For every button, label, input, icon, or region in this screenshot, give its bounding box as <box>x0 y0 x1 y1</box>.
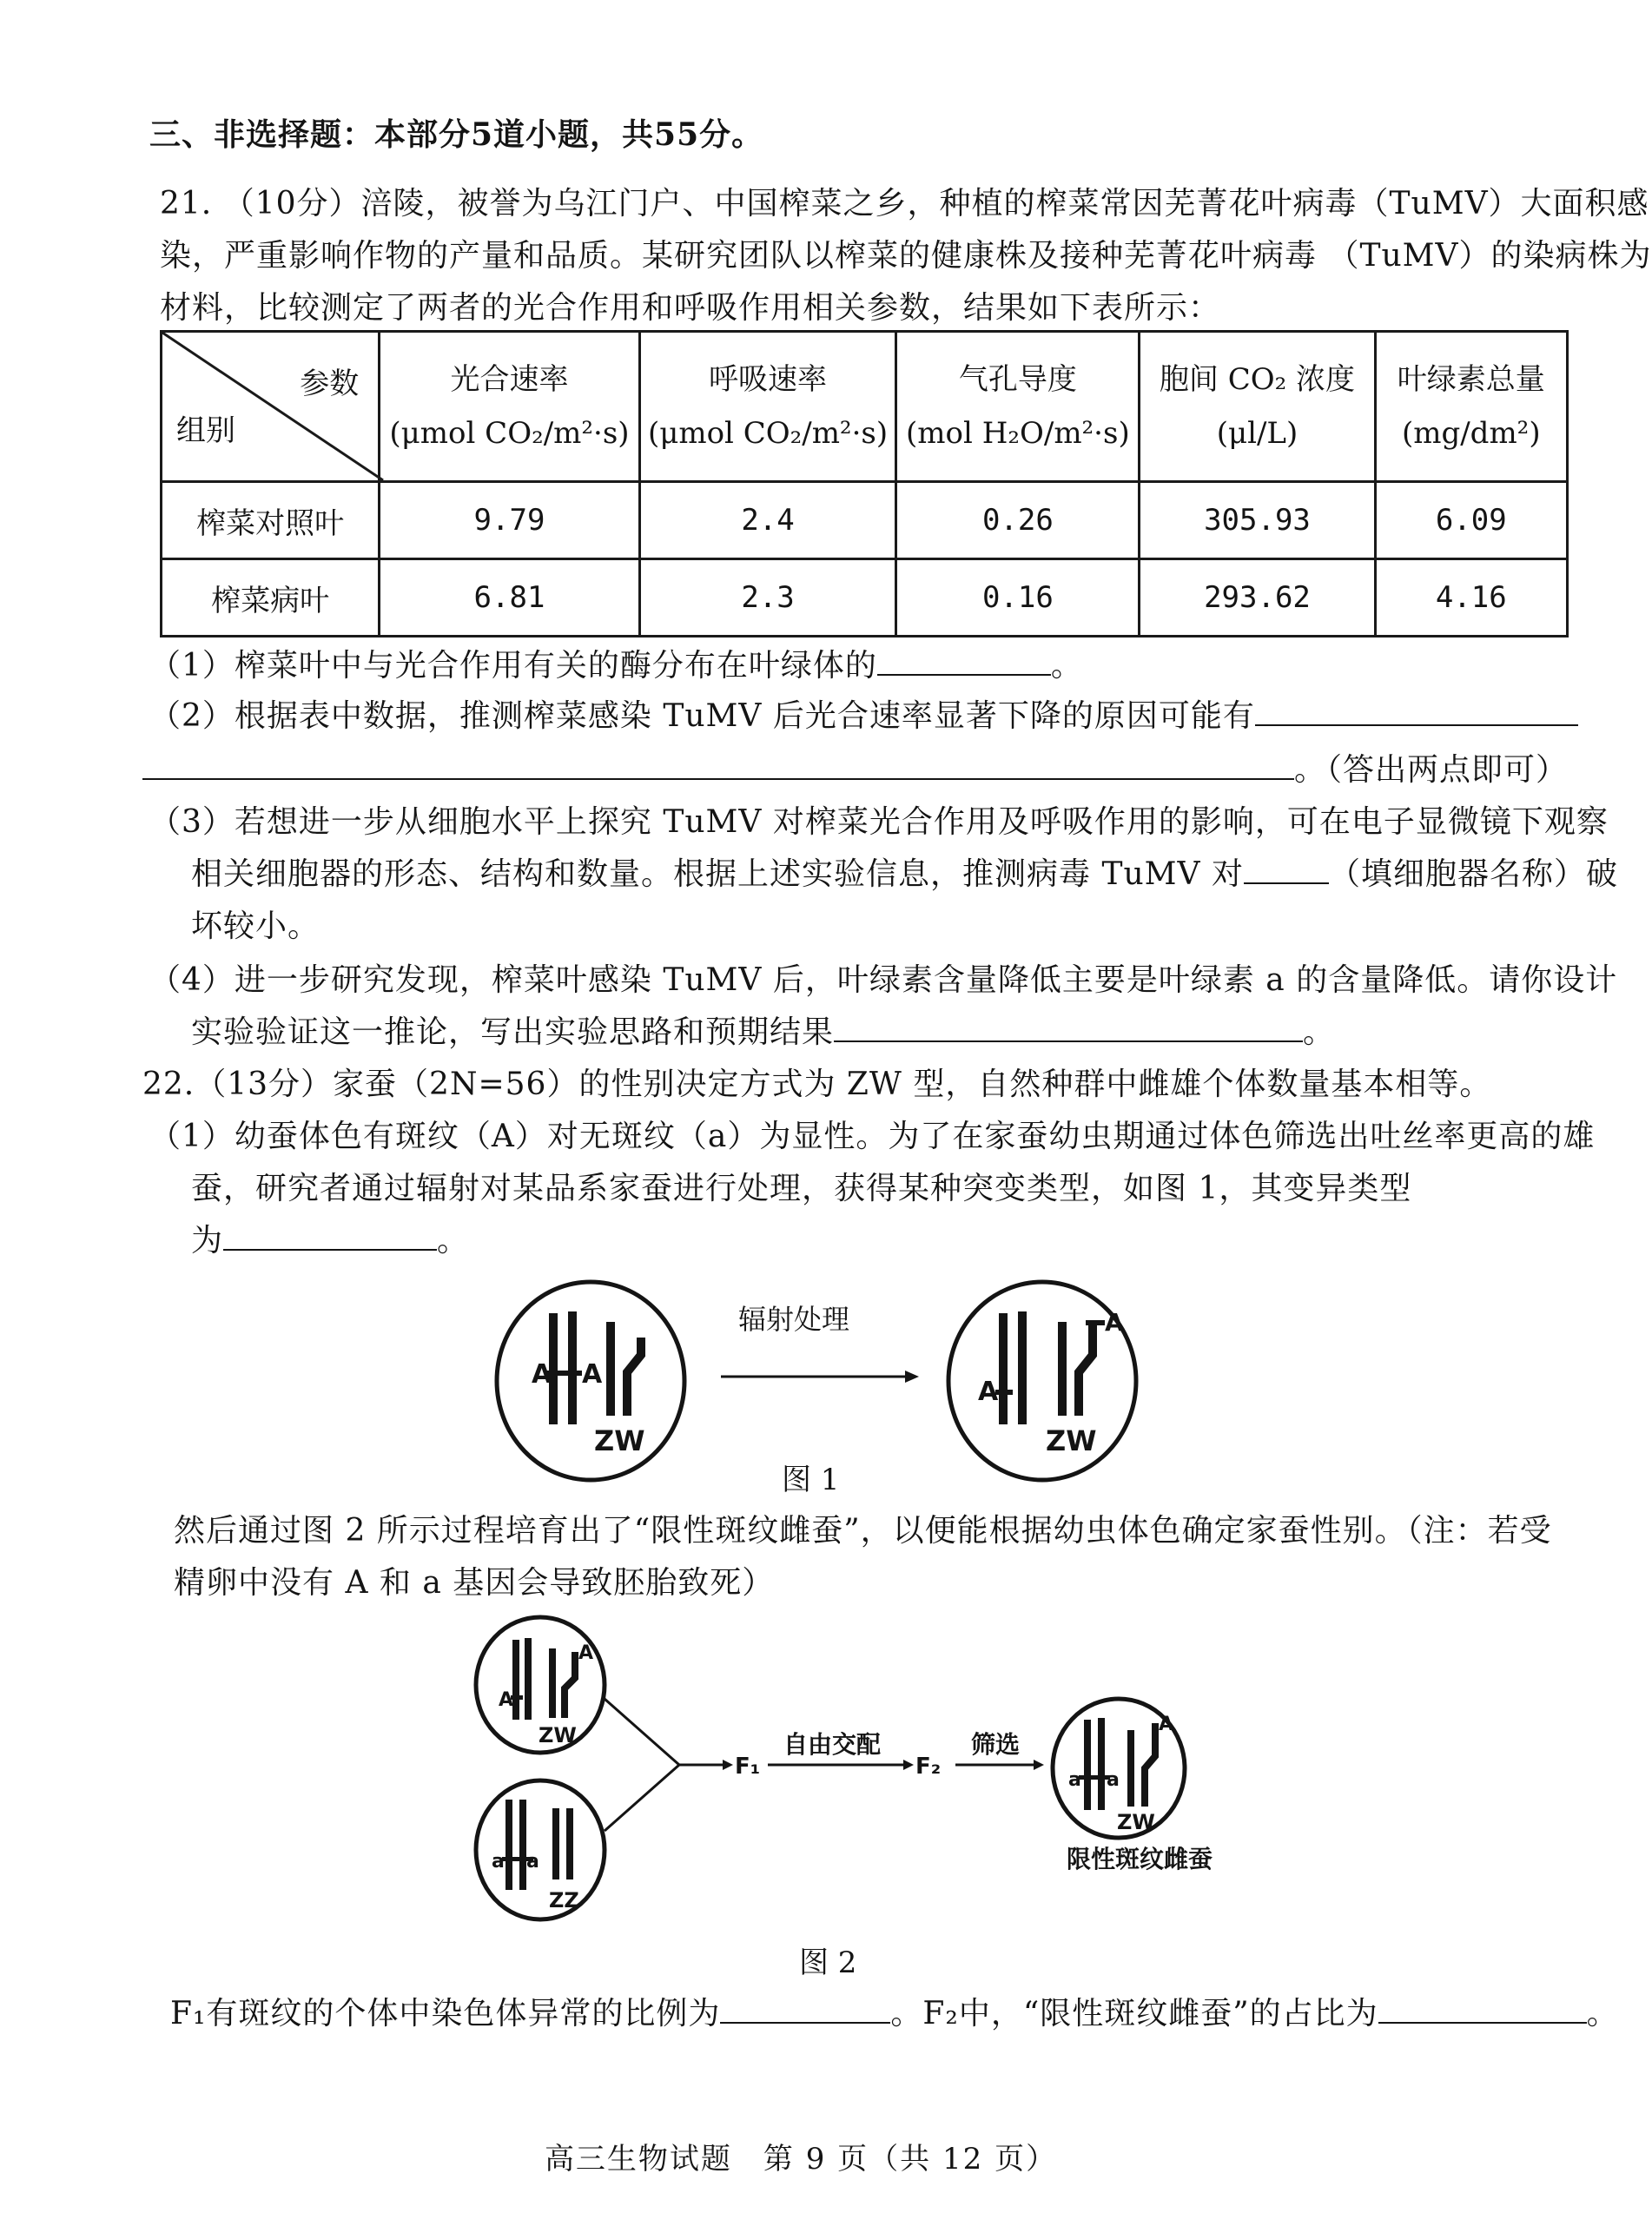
q21-part-4-line-1: （4）进一步研究发现，榨菜叶感染 TuMV 后，叶绿素含量降低主要是叶绿素 a 的含量降低。请你设计 <box>149 962 1618 998</box>
header-stomatal-conductance <box>896 332 1140 482</box>
gene-a-label-5: A <box>499 1689 514 1711</box>
table-row <box>162 482 1568 559</box>
q21-part-1-end: 。 <box>1050 648 1083 684</box>
table-cell: 4.16 <box>1375 559 1567 637</box>
q22-mid-line-2: 精卵中没有 A 和 a 基因会导致胚胎致死） <box>174 1565 775 1601</box>
q21-intro-line-1: 21. （10分）涪陵，被誉为乌江门户、中国榨菜之乡，种植的榨菜常因芜菁花叶病毒（TuMV）大面积感 <box>160 186 1649 221</box>
answer-blank[interactable] <box>720 1992 890 2024</box>
header-name: 呼吸速率 <box>709 362 828 397</box>
table-cell: 2.3 <box>639 559 896 637</box>
header-photosynthesis-rate <box>380 332 640 482</box>
header-chlorophyll-total <box>1375 332 1567 482</box>
q21-intro-line-2: 染，严重影响作物的产量和品质。某研究团队以榨菜的健康株及接种芜菁花叶病毒 （TuMV）的染病株为 <box>160 238 1652 274</box>
sex-zw-label-3: ZW <box>539 1723 577 1747</box>
screening-label: 筛选 <box>971 1730 1021 1759</box>
gene-a-lower-label-3: a <box>1068 1769 1081 1791</box>
row-label: 榨菜病叶 <box>162 559 380 637</box>
cross-line-icon <box>605 1765 679 1831</box>
f1-label: F₁ <box>735 1754 761 1780</box>
table-row <box>162 559 1568 637</box>
q21-part-2-cont <box>142 749 1568 792</box>
q21-part-2-end: 。（答出两点即可） <box>1294 752 1569 788</box>
header-unit: (μmol CO₂/m²·s) <box>389 416 630 451</box>
gene-a-label-4: A <box>1105 1308 1124 1337</box>
figure-2 <box>469 1615 1251 1928</box>
q22-last-line <box>170 1992 1619 2036</box>
gene-a-lower-label-4: a <box>1107 1769 1120 1791</box>
answer-blank[interactable] <box>1378 1992 1587 2024</box>
q21-intro-line-3: 材料，比较测定了两者的光合作用和呼吸作用相关参数，结果如下表所示： <box>160 290 1221 326</box>
section-title: 三、非选择题：本部分5道小题，共55分。 <box>149 116 764 153</box>
gene-a-label-1: A <box>532 1359 552 1390</box>
q21-part-3-line-1: （3）若想进一步从细胞水平上探究 TuMV 对榨菜光合作用及呼吸作用的影响，可在电子显微镜下观察 <box>149 804 1609 840</box>
sex-zz-label: ZZ <box>549 1888 579 1912</box>
answer-blank[interactable] <box>1255 695 1578 726</box>
header-name: 胞间 CO₂ 浓度 <box>1159 362 1356 397</box>
header-name: 叶绿素总量 <box>1397 362 1545 397</box>
figure-1-caption: 图 1 <box>782 1463 840 1497</box>
gene-a-lower-label-1: a <box>492 1851 505 1873</box>
sex-zw-label: ZW <box>594 1424 645 1457</box>
q21-part-4-end: 。 <box>1303 1014 1336 1050</box>
header-unit: (mg/dm²) <box>1401 416 1541 451</box>
table-cell: 2.4 <box>639 482 896 559</box>
corner-group-label: 组别 <box>176 413 235 448</box>
q22-part-1-end: 。 <box>437 1223 470 1258</box>
gene-a-label-3: A <box>978 1377 999 1407</box>
q22-last-text-2: 。F₂中，“限性斑纹雌蚕”的占比为 <box>890 1996 1378 2031</box>
header-name: 光合速率 <box>450 362 569 397</box>
figure-2-caption: 图 2 <box>799 1945 857 1980</box>
radiation-label: 辐射处理 <box>738 1303 850 1336</box>
sex-zw-label-4: ZW <box>1117 1810 1155 1834</box>
table-cell: 0.16 <box>896 559 1140 637</box>
q21-part-3-text: 相关细胞器的形态、结构和数量。根据上述实验信息，推测病毒 TuMV 对 <box>191 856 1244 892</box>
q22-part-1-line-3 <box>191 1219 469 1263</box>
q21-part-4-line-2 <box>191 1011 1335 1054</box>
table-cell: 9.79 <box>380 482 640 559</box>
header-intercellular-co2 <box>1140 332 1375 482</box>
table-cell: 305.93 <box>1140 482 1375 559</box>
gene-a-label-7: A <box>1159 1714 1174 1735</box>
row-label: 榨菜对照叶 <box>162 482 380 559</box>
page-footer: 高三生物试题 第 9 页（共 12 页） <box>544 2142 1058 2177</box>
q21-part-1-text: （1）榨菜叶中与光合作用有关的酶分布在叶绿体的 <box>149 648 877 684</box>
answer-blank[interactable] <box>142 749 1294 780</box>
q21-part-3-end: （填细胞器名称）破 <box>1328 856 1618 892</box>
corner-param-label: 参数 <box>300 367 360 401</box>
table-cell: 6.09 <box>1375 482 1567 559</box>
header-unit: (mol H₂O/m²·s) <box>906 416 1130 451</box>
header-unit: (μmol CO₂/m²·s) <box>647 416 889 451</box>
f2-label: F₂ <box>915 1754 942 1780</box>
q22-part-1-text: 为 <box>191 1223 224 1258</box>
answer-blank[interactable] <box>877 644 1051 676</box>
answer-blank[interactable] <box>223 1219 437 1251</box>
q21-part-3-line-3: 坏较小。 <box>191 908 320 944</box>
free-mating-label: 自由交配 <box>783 1730 882 1759</box>
result-label: 限性斑纹雌蚕 <box>1067 1845 1213 1873</box>
q22-part-1-line-1: （1）幼蚕体色有斑纹（A）对无斑纹（a）为显性。为了在家蚕幼虫期通过体色筛选出吐丝率更高的雄 <box>149 1119 1596 1154</box>
gene-a-label-2: A <box>582 1359 603 1390</box>
answer-blank[interactable] <box>1244 853 1329 884</box>
q22-part-1-line-2: 蚕，研究者通过辐射对某品系家蚕进行处理，获得某种突变类型，如图 1，其变异类型 <box>191 1171 1412 1206</box>
header-respiration-rate <box>639 332 896 482</box>
q21-part-1 <box>149 644 1083 688</box>
table-cell: 0.26 <box>896 482 1140 559</box>
table-corner-cell <box>162 332 380 482</box>
sex-zw-label-2: ZW <box>1046 1424 1097 1457</box>
header-name: 气孔导度 <box>958 362 1077 397</box>
table-cell: 293.62 <box>1140 559 1375 637</box>
gene-a-label-6: A <box>578 1642 594 1664</box>
q22-intro: 22.（13分）家蚕（2N=56）的性别决定方式为 ZW 型，自然种群中雌雄个体数量基本相等。 <box>142 1067 1492 1102</box>
q22-mid-line-1: 然后通过图 2 所示过程培育出了“限性斑纹雌蚕”，以便能根据幼虫体色确定家蚕性别。（注：若受 <box>174 1513 1552 1549</box>
q22-last-end: 。 <box>1586 1996 1619 2031</box>
answer-blank[interactable] <box>834 1011 1303 1042</box>
cross-line-icon <box>605 1699 679 1765</box>
gene-a-lower-label-2: a <box>526 1851 539 1873</box>
table-cell: 6.81 <box>380 559 640 637</box>
q21-part-2-text: （2）根据表中数据，推测榨菜感染 TuMV 后光合速率显著下降的原因可能有 <box>149 698 1255 734</box>
header-unit: (μl/L) <box>1216 416 1298 451</box>
q21-part-2 <box>149 695 1578 738</box>
q21-part-3-line-2 <box>191 853 1618 896</box>
parent-male-cell-icon <box>476 1780 605 1919</box>
photosynthesis-data-table <box>160 330 1569 637</box>
q21-part-4-text: 实验验证这一推论，写出实验思路和预期结果 <box>191 1014 835 1050</box>
q22-last-text-1: F₁有斑纹的个体中染色体异常的比例为 <box>170 1996 721 2031</box>
